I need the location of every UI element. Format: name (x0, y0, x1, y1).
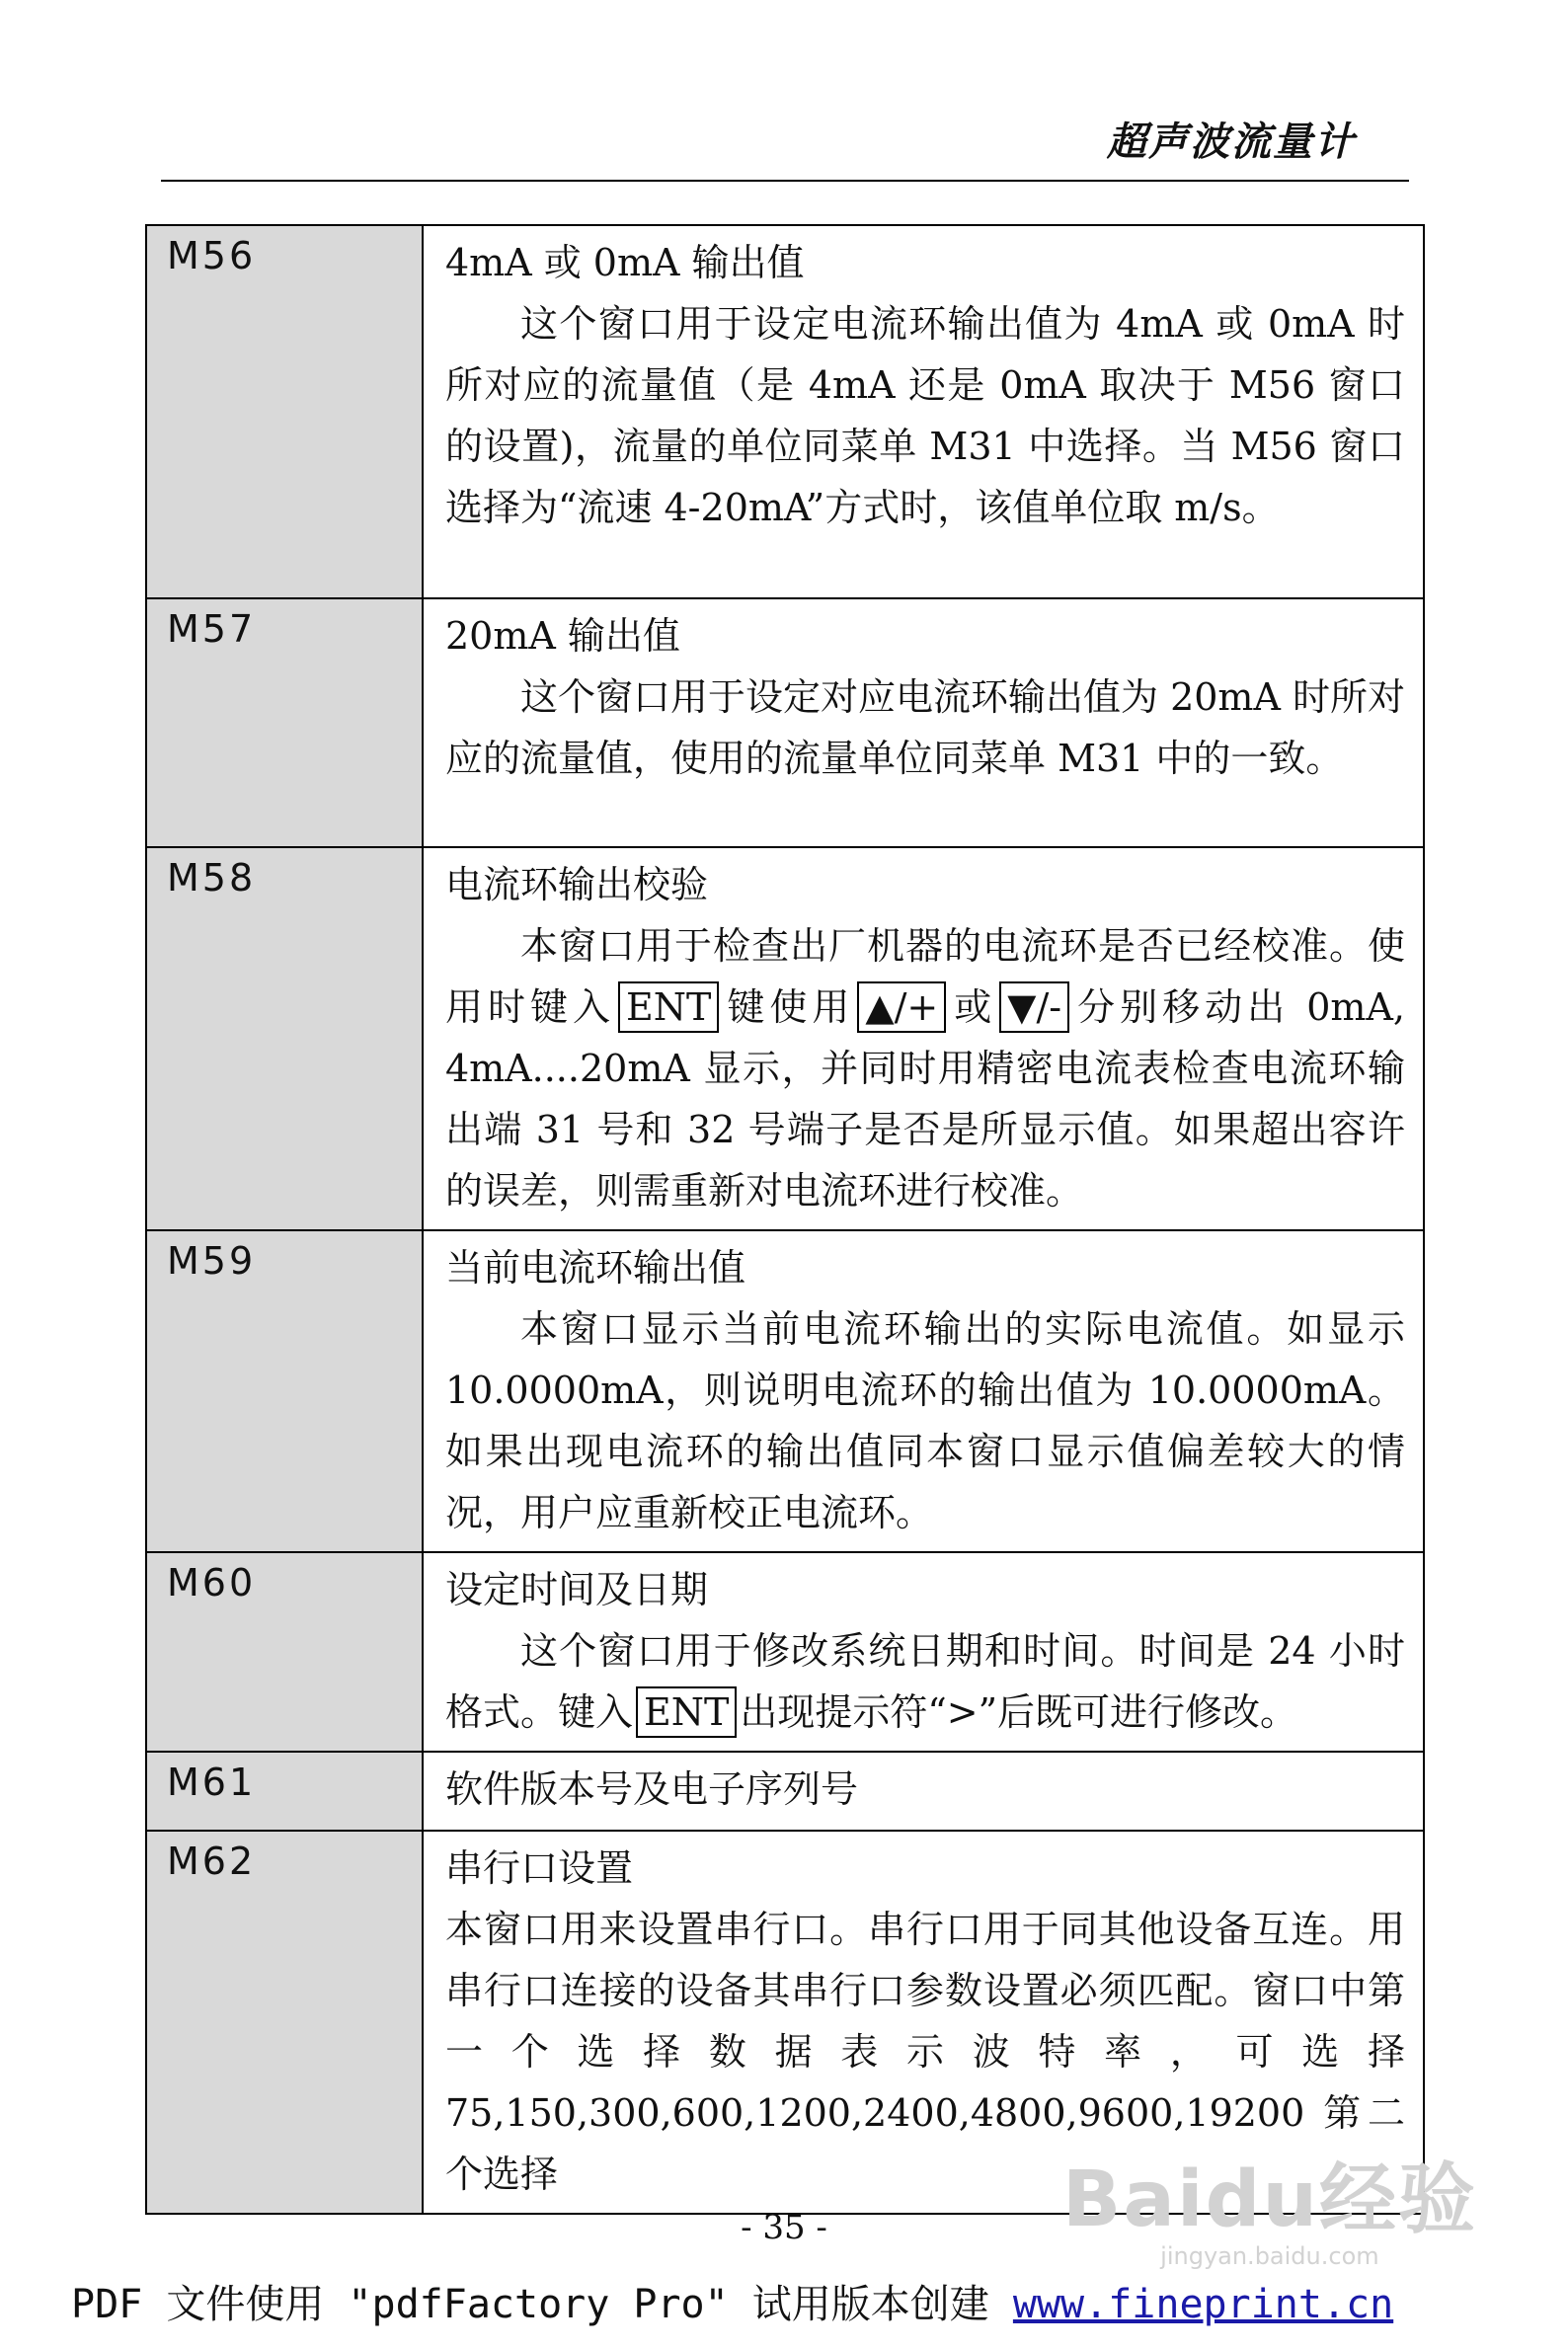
running-header: 超声波流量计 (1107, 119, 1356, 165)
row-title: 设定时间及日期 (445, 1568, 709, 1611)
row-title: 当前电流环输出值 (445, 1246, 746, 1290)
row-code: M56 (146, 225, 423, 598)
row-body: 本窗口用来设置串行口。串行口用于同其他设备互连。用串行口连接的设备其串行口参数设置必须匹配。窗口中第一个选择数据表示波特率，可选择 75,150,300,600,1200,2400,4800,9600,19200 第二个选择 (445, 1908, 1405, 2196)
body-text: 这个窗口用于修改系统日期和时间。时间是 24 小时格式。键入 (445, 1629, 1405, 1734)
row-title: 电流环输出校验 (445, 863, 709, 906)
table-row (146, 598, 1424, 847)
row-code: M58 (146, 847, 423, 1230)
row-code: M57 (146, 598, 423, 847)
row-body: 这个窗口用于设定对应电流环输出值为 20mA 时所对应的流量值，使用的流量单位同菜单 M31 中的一致。 (445, 675, 1405, 780)
row-title: 4mA 或 0mA 输出值 (445, 241, 805, 284)
page-number: - 35 - (741, 2208, 827, 2247)
row-code: M59 (146, 1230, 423, 1552)
baidu-watermark-logo (1062, 2138, 1477, 2270)
footer-text: PDF 文件使用 "pdfFactory Pro" 试用版本创建 (71, 2282, 1013, 2327)
row-body (445, 1620, 1405, 1743)
watermark-sub: jingyan.baidu.com (1160, 2242, 1379, 2270)
row-description (423, 598, 1424, 847)
row-code: M62 (146, 1831, 423, 2214)
body-text: 键使用 (722, 985, 855, 1029)
row-code: M61 (146, 1752, 423, 1831)
down-minus-key: ▼/- (999, 981, 1069, 1033)
body-text: 出现提示符“>”后既可进行修改。 (740, 1690, 1298, 1734)
row-body: 本窗口显示当前电流环输出的实际电流值。如显示 10.0000mA，则说明电流环的输出值为 10.0000mA。如果出现电流环的输出值同本窗口显示值偏差较大的情况，用户应重新校正电流环。 (445, 1307, 1405, 1534)
table-row (146, 1230, 1424, 1552)
row-description (423, 225, 1424, 598)
row-title: 20mA 输出值 (445, 614, 680, 658)
row-title: 串行口设置 (445, 1846, 634, 1890)
up-plus-key: ▲/+ (857, 981, 946, 1033)
table-row (146, 847, 1424, 1230)
ent-key: ENT (618, 981, 719, 1033)
row-body (445, 915, 1405, 1221)
row-description (423, 1230, 1424, 1552)
header-rule (161, 180, 1409, 182)
body-text: 或 (949, 985, 997, 1029)
footer-link[interactable]: www.fineprint.cn (1012, 2282, 1394, 2327)
row-description (423, 1752, 1424, 1831)
row-code: M60 (146, 1552, 423, 1752)
pdf-footer (71, 2273, 1393, 2329)
table-row (146, 1552, 1424, 1752)
body-text: 本窗口用于检查出厂机器的电流环是否已经校准。使用时键入 (445, 924, 1405, 1029)
parameter-table (145, 224, 1425, 2215)
watermark-main: Baidu经验 (1061, 2155, 1477, 2244)
row-body: 这个窗口用于设定电流环输出值为 4mA 或 0mA 时所对应的流量值（是 4mA 还是 0mA 取决于 M56 窗口的设置)，流量的单位同菜单 M31 中选择。当 M56 窗口选择为“流速 4-20mA”方式时，该值单位取 m/s。 (445, 302, 1405, 529)
ent-key: ENT (636, 1686, 737, 1738)
row-description (423, 847, 1424, 1230)
body-text: 分别移动出 0mA, 4mA....20mA 显示，并同时用精密电流表检查电流环输出端 31 号和 32 号端子是否是所显示值。如果超出容许的误差，则需重新对电流环进行校准。 (445, 985, 1405, 1213)
row-title: 软件版本号及电子序列号 (445, 1767, 859, 1811)
table-row (146, 1752, 1424, 1831)
table-row (146, 225, 1424, 598)
row-description (423, 1552, 1424, 1752)
